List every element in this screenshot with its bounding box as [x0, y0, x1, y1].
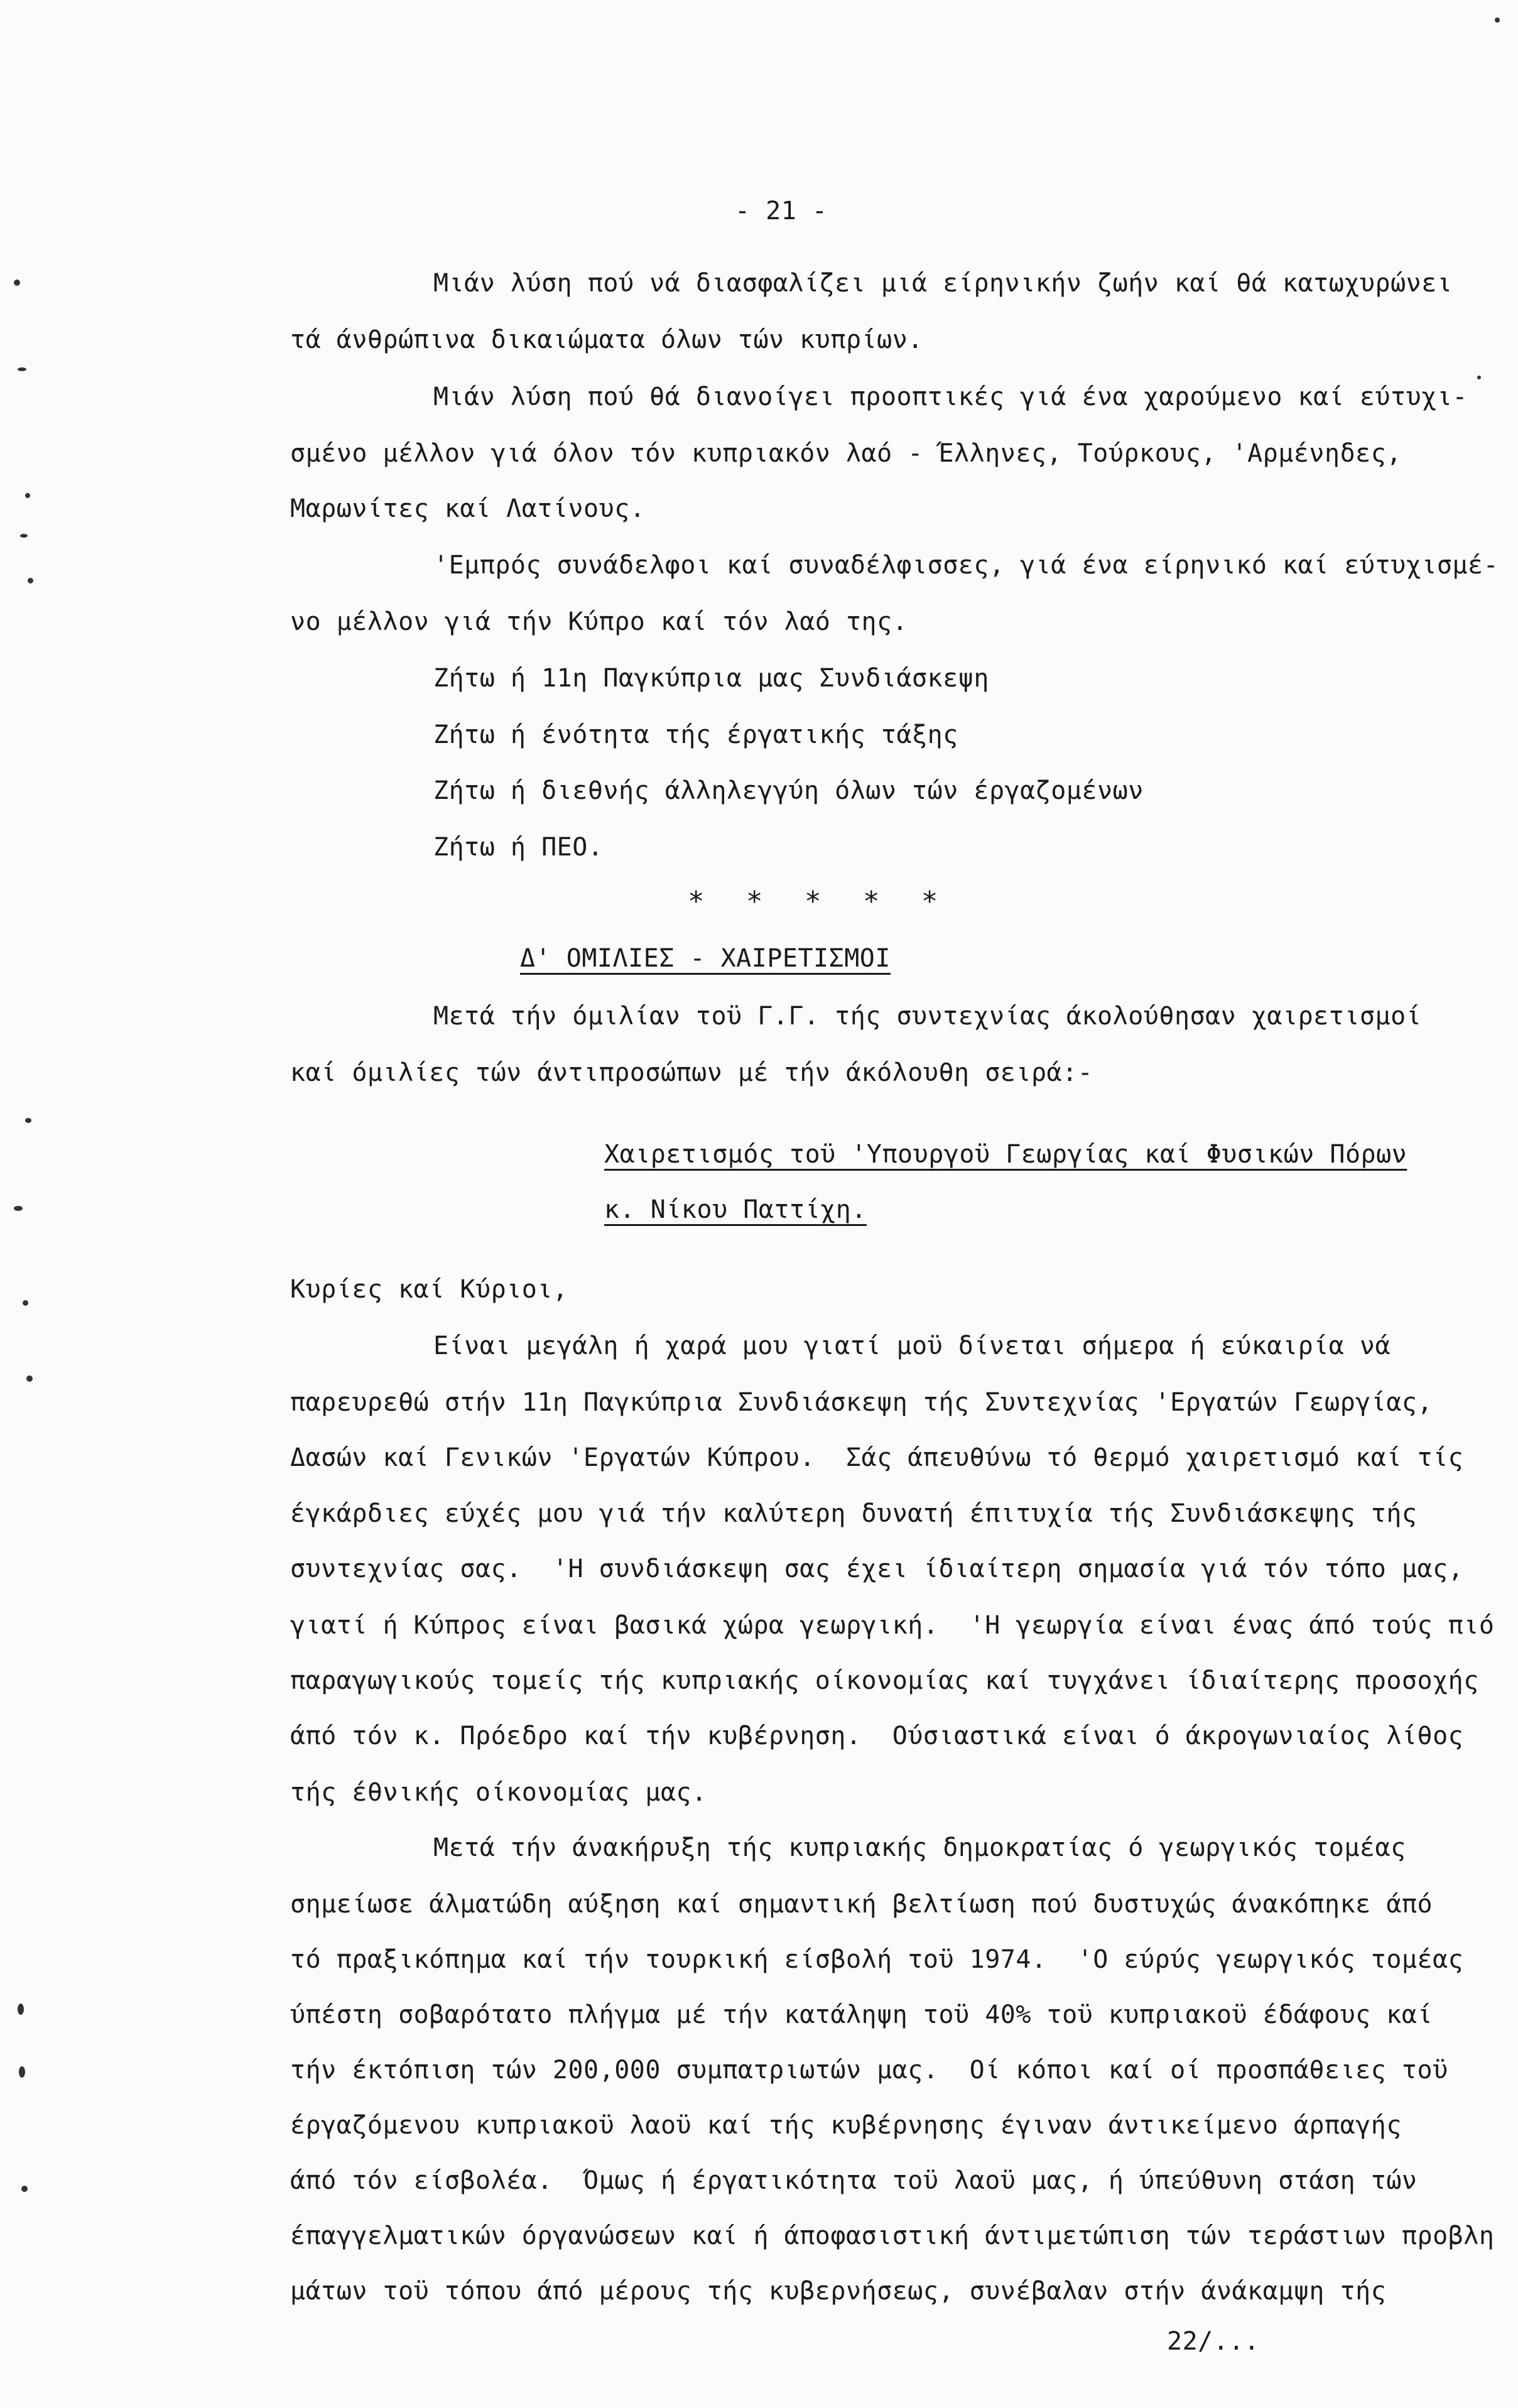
para4-line-7: παραγωγικούς τομείς τής κυπριακής οίκονομίας καί τυγχάνει ίδιαίτερης προσοχής [290, 1666, 1479, 1695]
page-number: - 21 - [735, 197, 828, 225]
scan-speck [20, 534, 28, 538]
greeting-title-line-1: Χαιρετισμός τοϋ 'Υπουργοϋ Γεωργίας καί Φυσικών Πόρων [604, 1140, 1407, 1169]
para3-line-1: 'Εμπρός συνάδελφοι καί συναδέλφισσες, γιά ένα είρηνικό καί εύτυχισμέ- [433, 551, 1499, 580]
slogan-1: Ζήτω ή 11η Παγκύπρια μας Συνδιάσκεψη [433, 664, 989, 693]
greeting-title-line-2: κ. Νίκου Παττίχη. [604, 1195, 867, 1224]
para5-line-9: μάτων τοϋ τόπου άπό μέρους τής κυβερνήσεως, συνέβαλαν στήν άνάκαμψη τής [290, 2277, 1387, 2306]
slogan-3: Ζήτω ή διεθνής άλληλεγγύη όλων τών έργαζομένων [433, 776, 1144, 805]
intro-line-1: Μετά τήν όμιλίαν τοϋ Γ.Γ. τής συντεχνίας άκολούθησαν χαιρετισμοί [433, 1002, 1422, 1031]
slogan-2: Ζήτω ή ένότητα τής έργατικής τάξης [433, 720, 958, 749]
para4-line-2: παρευρεθώ στήν 11η Παγκύπρια Συνδιάσκεψη τής Συντεχνίας 'Εργατών Γεωργίας, [290, 1388, 1433, 1417]
para2-line-3: Μαρωνίτες καί Λατίνους. [290, 494, 646, 523]
scan-speck [1495, 18, 1500, 23]
scan-speck [28, 578, 33, 583]
para4-line-1: Είναι μεγάλη ή χαρά μου γιατί μοϋ δίνεται σήμερα ή εύκαιρία νά [433, 1331, 1391, 1360]
para4-line-5: συντεχνίας σας. 'Η συνδιάσκεψη σας έχει ίδιαίτερη σημασία γιά τόν τόπο μας, [290, 1554, 1464, 1583]
salutation: Κυρίες καί Κύριοι, [290, 1275, 568, 1304]
para1-line-1: Μιάν λύση πού νά διασφαλίζει μιά είρηνικήν ζωήν καί θά κατωχυρώνει [433, 269, 1453, 298]
scan-speck [26, 1375, 33, 1382]
para5-line-6: έργαζόμενου κυπριακοϋ λαοϋ καί τής κυβέρνησης έγιναν άντικείμενο άρπαγής [290, 2111, 1402, 2140]
scan-speck [18, 2004, 24, 2015]
para5-line-1: Μετά τήν άνακήρυξη τής κυπριακής δημοκρατίας ό γεωργικός τομέας [433, 1833, 1406, 1862]
scan-speck [1477, 376, 1481, 379]
para2-line-2: σμένο μέλλον γιά όλον τόν κυπριακόν λαό - Έλληνες, Τούρκους, 'Αρμένηδες, [290, 439, 1402, 468]
para5-line-8: έπαγγελματικών όργανώσεων καί ή άποφασιστική άντιμετώπιση τών τεράστιων προβλη [290, 2221, 1495, 2250]
scan-speck [25, 1118, 31, 1123]
para4-line-8: άπό τόν κ. Πρόεδρο καί τήν κυβέρνηση. Ούσιαστικά είναι ό άκρογωνιαίος λίθος [290, 1722, 1464, 1750]
scan-speck [14, 279, 20, 286]
continuation-marker: 22/... [1167, 2327, 1260, 2356]
para4-line-4: έγκάρδιες εύχές μου γιά τήν καλύτερη δυνατή έπιτυχία τής Συνδιάσκεψης τής [290, 1499, 1418, 1528]
section-heading: Δ' ΟΜΙΛΙΕΣ - ΧΑΙΡΕΤΙΣΜΟΙ [520, 944, 891, 973]
scan-speck [18, 367, 26, 371]
para2-line-1: Μιάν λύση πού θά διανοίγει προοπτικές γιά ένα χαρούμενο καί εύτυχι- [433, 382, 1468, 411]
para5-line-7: άπό τόν είσβολέα. Όμως ή έργατικότητα τοϋ λαοϋ μας, ή ύπεύθυνη στάση τών [290, 2166, 1418, 2195]
scan-speck [14, 1206, 23, 1211]
intro-line-2: καί όμιλίες τών άντιπροσώπων μέ τήν άκόλουθη σειρά:- [290, 1058, 1093, 1087]
para1-line-2: τά άνθρώπινα δικαιώματα όλων τών κυπρίων. [290, 325, 923, 354]
para5-line-2: σημείωσε άλματώδη αύξηση καί σημαντική βελτίωση πού δυστυχώς άνακόπηκε άπό [290, 1890, 1433, 1919]
scan-speck [25, 493, 30, 498]
scan-speck [23, 1300, 28, 1306]
para4-line-9: τής έθνικής οίκονομίας μας. [290, 1778, 707, 1807]
para4-line-3: Δασών καί Γενικών 'Εργατών Κύπρου. Σάς άπευθύνω τό θερμό χαιρετισμό καί τίς [290, 1443, 1464, 1472]
separator-stars: * * * * * [688, 886, 951, 918]
para4-line-6: γιατί ή Κύπρος είναι βασικά χώρα γεωργική. 'Η γεωργία είναι ένας άπό τούς πιό [290, 1611, 1495, 1640]
scan-speck [21, 2186, 28, 2192]
para3-line-2: νο μέλλον γιά τήν Κύπρο καί τόν λαό της. [290, 607, 908, 636]
para5-line-3: τό πραξικόπημα καί τήν τουρκική είσβολή τοϋ 1974. 'Ο εύρύς γεωργικός τομέας [290, 1945, 1464, 1974]
slogan-4: Ζήτω ή ΠΕΟ. [433, 833, 604, 862]
para5-line-5: τήν έκτόπιση τών 200,000 συμπατριωτών μας. Οί κόποι καί οί προσπάθειες τοϋ [290, 2056, 1448, 2085]
scan-speck [19, 2066, 25, 2078]
para5-line-4: ύπέστη σοβαρότατο πλήγμα μέ τήν κατάληψη τοϋ 40% τοϋ κυπριακοϋ έδάφους καί [290, 2000, 1433, 2029]
